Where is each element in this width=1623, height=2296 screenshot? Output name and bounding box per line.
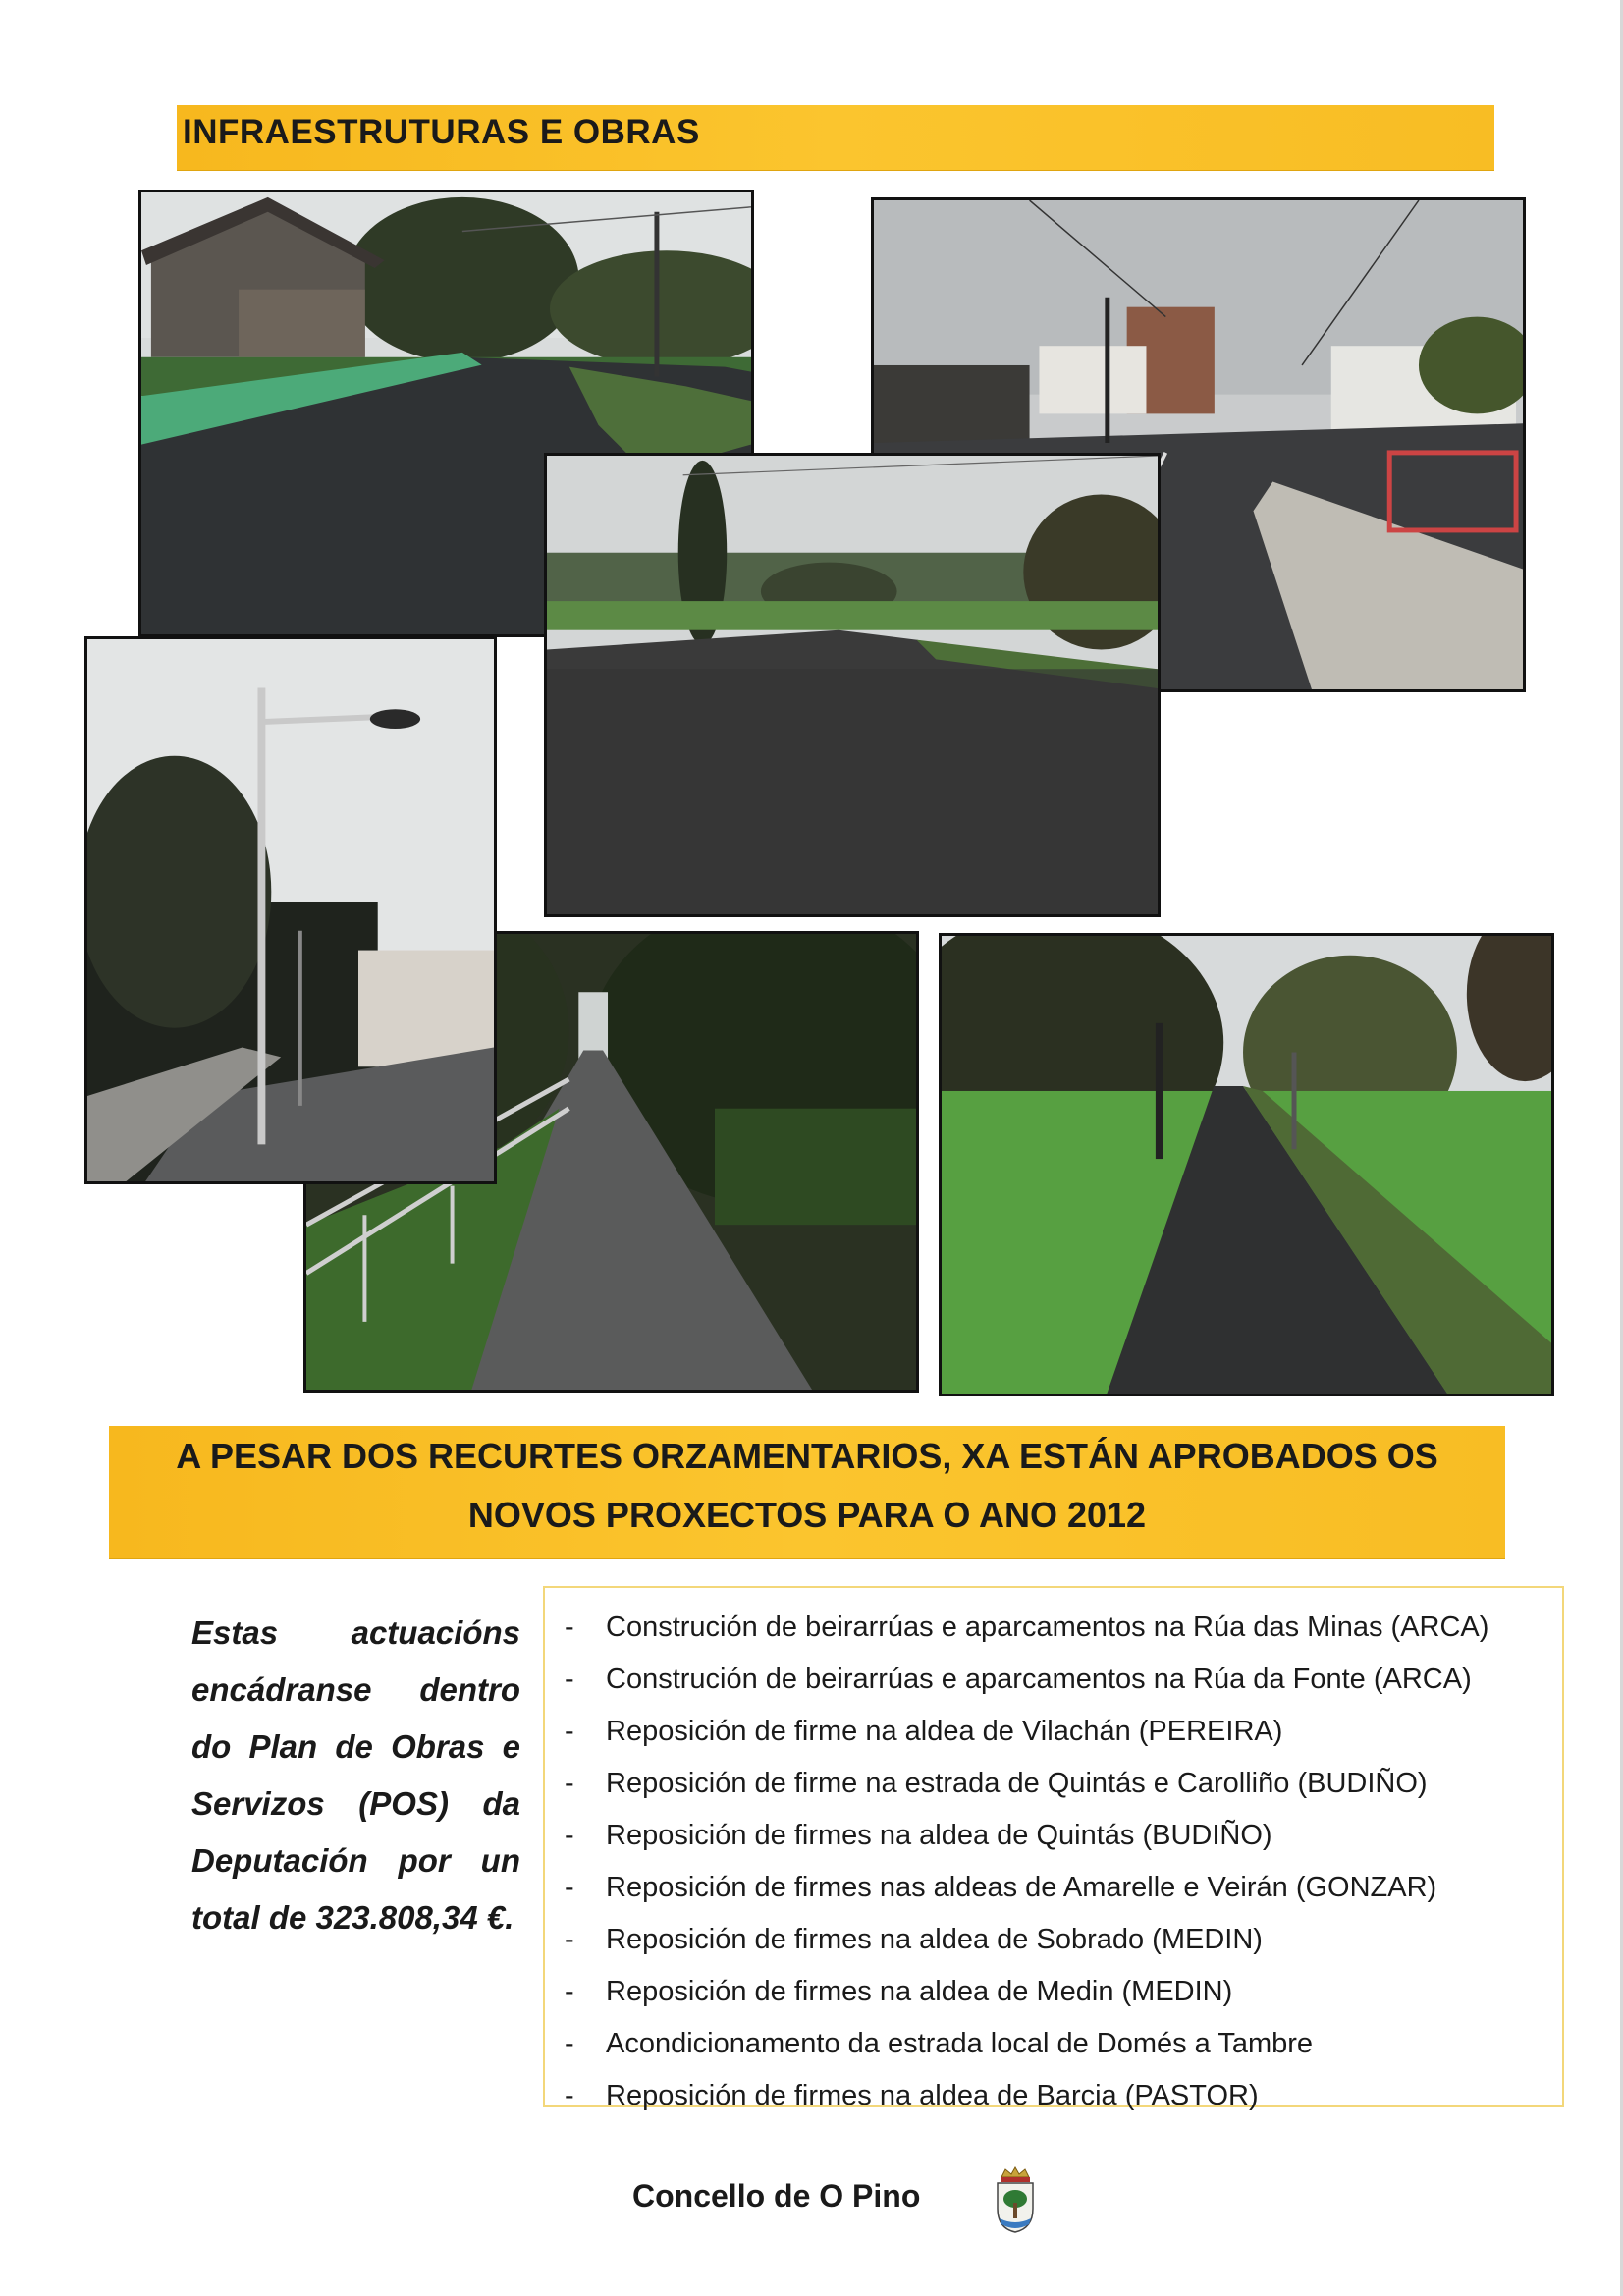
- section-title: INFRAESTRUTURAS E OBRAS: [183, 113, 700, 151]
- photo-road-junction-in-countryside: [544, 453, 1161, 917]
- headline-banner: [109, 1426, 1505, 1558]
- intro-paragraph: [191, 1605, 520, 1946]
- intro-line: total de 323.808,34 €.: [191, 1899, 514, 1936]
- list-item: - Reposición de firmes na aldea de Sobrado (MEDIN): [565, 1914, 1488, 1966]
- list-item: - Construción de beirarrúas e aparcamentos na Rúa das Minas (ARCA): [565, 1602, 1488, 1654]
- intro-line: Deputación por un: [191, 1842, 520, 1879]
- footer-municipality: Concello de O Pino: [632, 2178, 921, 2214]
- projects-box: [543, 1586, 1564, 2111]
- list-item: - Acondicionamento da estrada local de Domés a Tambre: [565, 2018, 1488, 2070]
- intro-line: Estas actuacións: [191, 1614, 520, 1651]
- intro-line: Servizos (POS) da: [191, 1785, 520, 1822]
- list-item: - Reposición de firmes na aldea de Medin (MEDIN): [565, 1966, 1488, 2018]
- photo-sidewalk-with-street-lamp: [84, 636, 497, 1184]
- coat-of-arms-icon: [992, 2165, 1039, 2234]
- intro-line: do Plan de Obras e: [191, 1728, 520, 1765]
- photo-country-lane-between-fields: [939, 933, 1554, 1396]
- list-item: - Reposición de firme na aldea de Vilachán (PEREIRA): [565, 1706, 1488, 1758]
- list-item: - Reposición de firmes na aldea de Quintás (BUDIÑO): [565, 1810, 1488, 1862]
- list-item: - Reposición de firmes nas aldeas de Amarelle e Veirán (GONZAR): [565, 1862, 1488, 1914]
- list-item: - Construción de beirarrúas e aparcamentos na Rúa da Fonte (ARCA): [565, 1654, 1488, 1706]
- headline-line-1: A PESAR DOS RECURTES ORZAMENTARIOS, XA ESTÁN APROBADOS OS: [176, 1436, 1438, 1476]
- list-item: - Reposición de firme na estrada de Quintás e Carolliño (BUDIÑO): [565, 1758, 1488, 1810]
- list-item: - Reposición de firmes na aldea de Barcia (PASTOR): [565, 2070, 1488, 2122]
- headline-line-2: NOVOS PROXECTOS PARA O ANO 2012: [467, 1495, 1147, 1535]
- projects-list: [565, 1602, 1488, 2122]
- section-title-banner: [177, 105, 1494, 170]
- intro-line: encádranse dentro: [191, 1671, 520, 1708]
